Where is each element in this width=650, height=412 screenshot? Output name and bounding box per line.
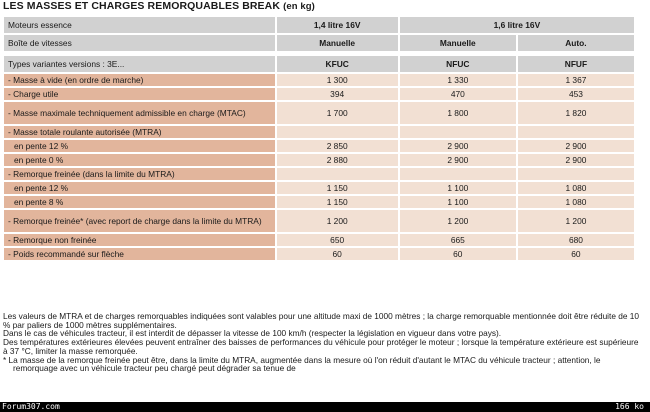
row-label-text: - Charge utile: [8, 88, 59, 99]
row-value: 1 800: [400, 102, 516, 124]
row-value: 1 150: [277, 182, 398, 194]
table-row: [4, 140, 634, 152]
row-label: [4, 140, 275, 152]
row-value: [400, 168, 516, 180]
row-value: 650: [277, 234, 398, 246]
page-title: [3, 0, 315, 12]
note-paragraph: * La masse de la remorque freinée peut être, dans la limite du MTRA, augmentée dans la mesure où l'on réduit d'autant le MTAC du véhicule tracteur ; attention, le remorquage avec un véhicule tracteur peu chargé peut dégrader sa tenue de: [3, 354, 601, 374]
header-cell: 1,4 litre 16V: [277, 17, 398, 33]
row-value: 2 880: [277, 154, 398, 166]
row-label-text: - Masse totale roulante autorisée (MTRA): [8, 126, 162, 137]
row-label: [4, 234, 275, 246]
table-row: [4, 74, 634, 86]
header-cell: 1,6 litre 16V: [400, 17, 634, 33]
row-value: 2 900: [400, 140, 516, 152]
header-label: Moteurs essence: [4, 17, 275, 33]
row-value: 1 200: [518, 210, 634, 232]
row-value: 2 900: [400, 154, 516, 166]
footer-site: Forum307.com: [2, 402, 60, 411]
row-value: 453: [518, 88, 634, 100]
header-row: [4, 35, 634, 51]
row-label: [4, 196, 275, 208]
row-value: 394: [277, 88, 398, 100]
row-value: 1 367: [518, 74, 634, 86]
row-label: [4, 126, 275, 138]
header-label: Boîte de vitesses: [4, 35, 275, 51]
header-cell: NFUC: [400, 56, 516, 72]
row-value: [277, 126, 398, 138]
row-value: 1 100: [400, 182, 516, 194]
row-value: 1 330: [400, 74, 516, 86]
row-value: [518, 126, 634, 138]
row-value: 680: [518, 234, 634, 246]
notes: [3, 312, 643, 373]
row-label-text: - Poids recommandé sur flèche: [8, 248, 124, 259]
row-value: 1 200: [400, 210, 516, 232]
table-row: [4, 154, 634, 166]
row-label: [4, 102, 275, 124]
header-cell: Manuelle: [277, 35, 398, 51]
row-label: [4, 154, 275, 166]
row-label-text: - Masse maximale techniquement admissible en charge (MTAC): [8, 107, 246, 118]
row-label-text: en pente 12 %: [14, 182, 69, 193]
note-paragraph: Les valeurs de MTRA et de charges remorquables indiquées sont valables pour une altitude maxi de 1000 mètres ; la charge remorquable mentionnée doit être réduite de 10 % par paliers de 1000 mètres supplémentaires.: [3, 311, 640, 330]
row-value: 60: [518, 248, 634, 260]
spacer-row: [4, 53, 634, 54]
row-label-text: - Remorque freinée (dans la limite du MTRA): [8, 168, 175, 179]
row-label-text: en pente 8 %: [14, 196, 64, 207]
row-value: 1 150: [277, 196, 398, 208]
row-label: [4, 168, 275, 180]
header-cell: KFUC: [277, 56, 398, 72]
table-row: [4, 126, 634, 138]
row-label: [4, 248, 275, 260]
footer-bar: [0, 402, 650, 412]
table-row: [4, 88, 634, 100]
row-value: 60: [277, 248, 398, 260]
row-value: 1 080: [518, 182, 634, 194]
row-label-text: en pente 0 %: [14, 154, 64, 165]
row-value: 470: [400, 88, 516, 100]
footer-size: 166 ko: [615, 402, 644, 411]
row-value: 1 080: [518, 196, 634, 208]
row-label: [4, 210, 275, 232]
header-label: Types variantes versions : 3E...: [4, 56, 275, 72]
row-label: [4, 74, 275, 86]
row-value: [277, 168, 398, 180]
row-label-text: - Remorque non freinée: [8, 234, 97, 245]
mass-table: [2, 15, 636, 262]
title-main: LES MASSES ET CHARGES REMORQUABLES BREAK: [3, 0, 281, 12]
title-suffix: (en kg): [283, 1, 315, 12]
row-value: [518, 168, 634, 180]
table-row: [4, 168, 634, 180]
table-row: [4, 210, 634, 232]
header-cell: NFUF: [518, 56, 634, 72]
row-value: 2 900: [518, 140, 634, 152]
row-value: 2 850: [277, 140, 398, 152]
row-value: 1 700: [277, 102, 398, 124]
row-label-text: en pente 12 %: [14, 140, 69, 151]
row-label: [4, 182, 275, 194]
table-row: [4, 234, 634, 246]
header-row: [4, 56, 634, 72]
row-label: [4, 88, 275, 100]
note-paragraph: Dans le cas de véhicules tracteur, il est interdit de dépasser la vitesse de 100 km/h (respecter la législation en vigueur dans votre pays).: [3, 328, 502, 339]
header-row: [4, 17, 634, 33]
table-row: [4, 102, 634, 124]
row-value: 2 900: [518, 154, 634, 166]
row-value: 665: [400, 234, 516, 246]
row-value: 1 300: [277, 74, 398, 86]
note-paragraph: Des températures extérieures élevées peuvent entraîner des baisses de performances du véhicule pour protéger le moteur ; lorsque la température extérieure est supérieure à 37 °C, limiter la masse remorquée.: [3, 337, 639, 356]
row-value: 1 820: [518, 102, 634, 124]
table-row: [4, 196, 634, 208]
row-value: 60: [400, 248, 516, 260]
header-cell: Manuelle: [400, 35, 516, 51]
table-row: [4, 248, 634, 260]
header-cell: Auto.: [518, 35, 634, 51]
row-label-text: - Remorque freinée* (avec report de charge dans la limite du MTRA): [8, 215, 262, 226]
row-value: [400, 126, 516, 138]
row-label-text: - Masse à vide (en ordre de marche): [8, 74, 144, 85]
row-value: 1 100: [400, 196, 516, 208]
table-row: [4, 182, 634, 194]
row-value: 1 200: [277, 210, 398, 232]
